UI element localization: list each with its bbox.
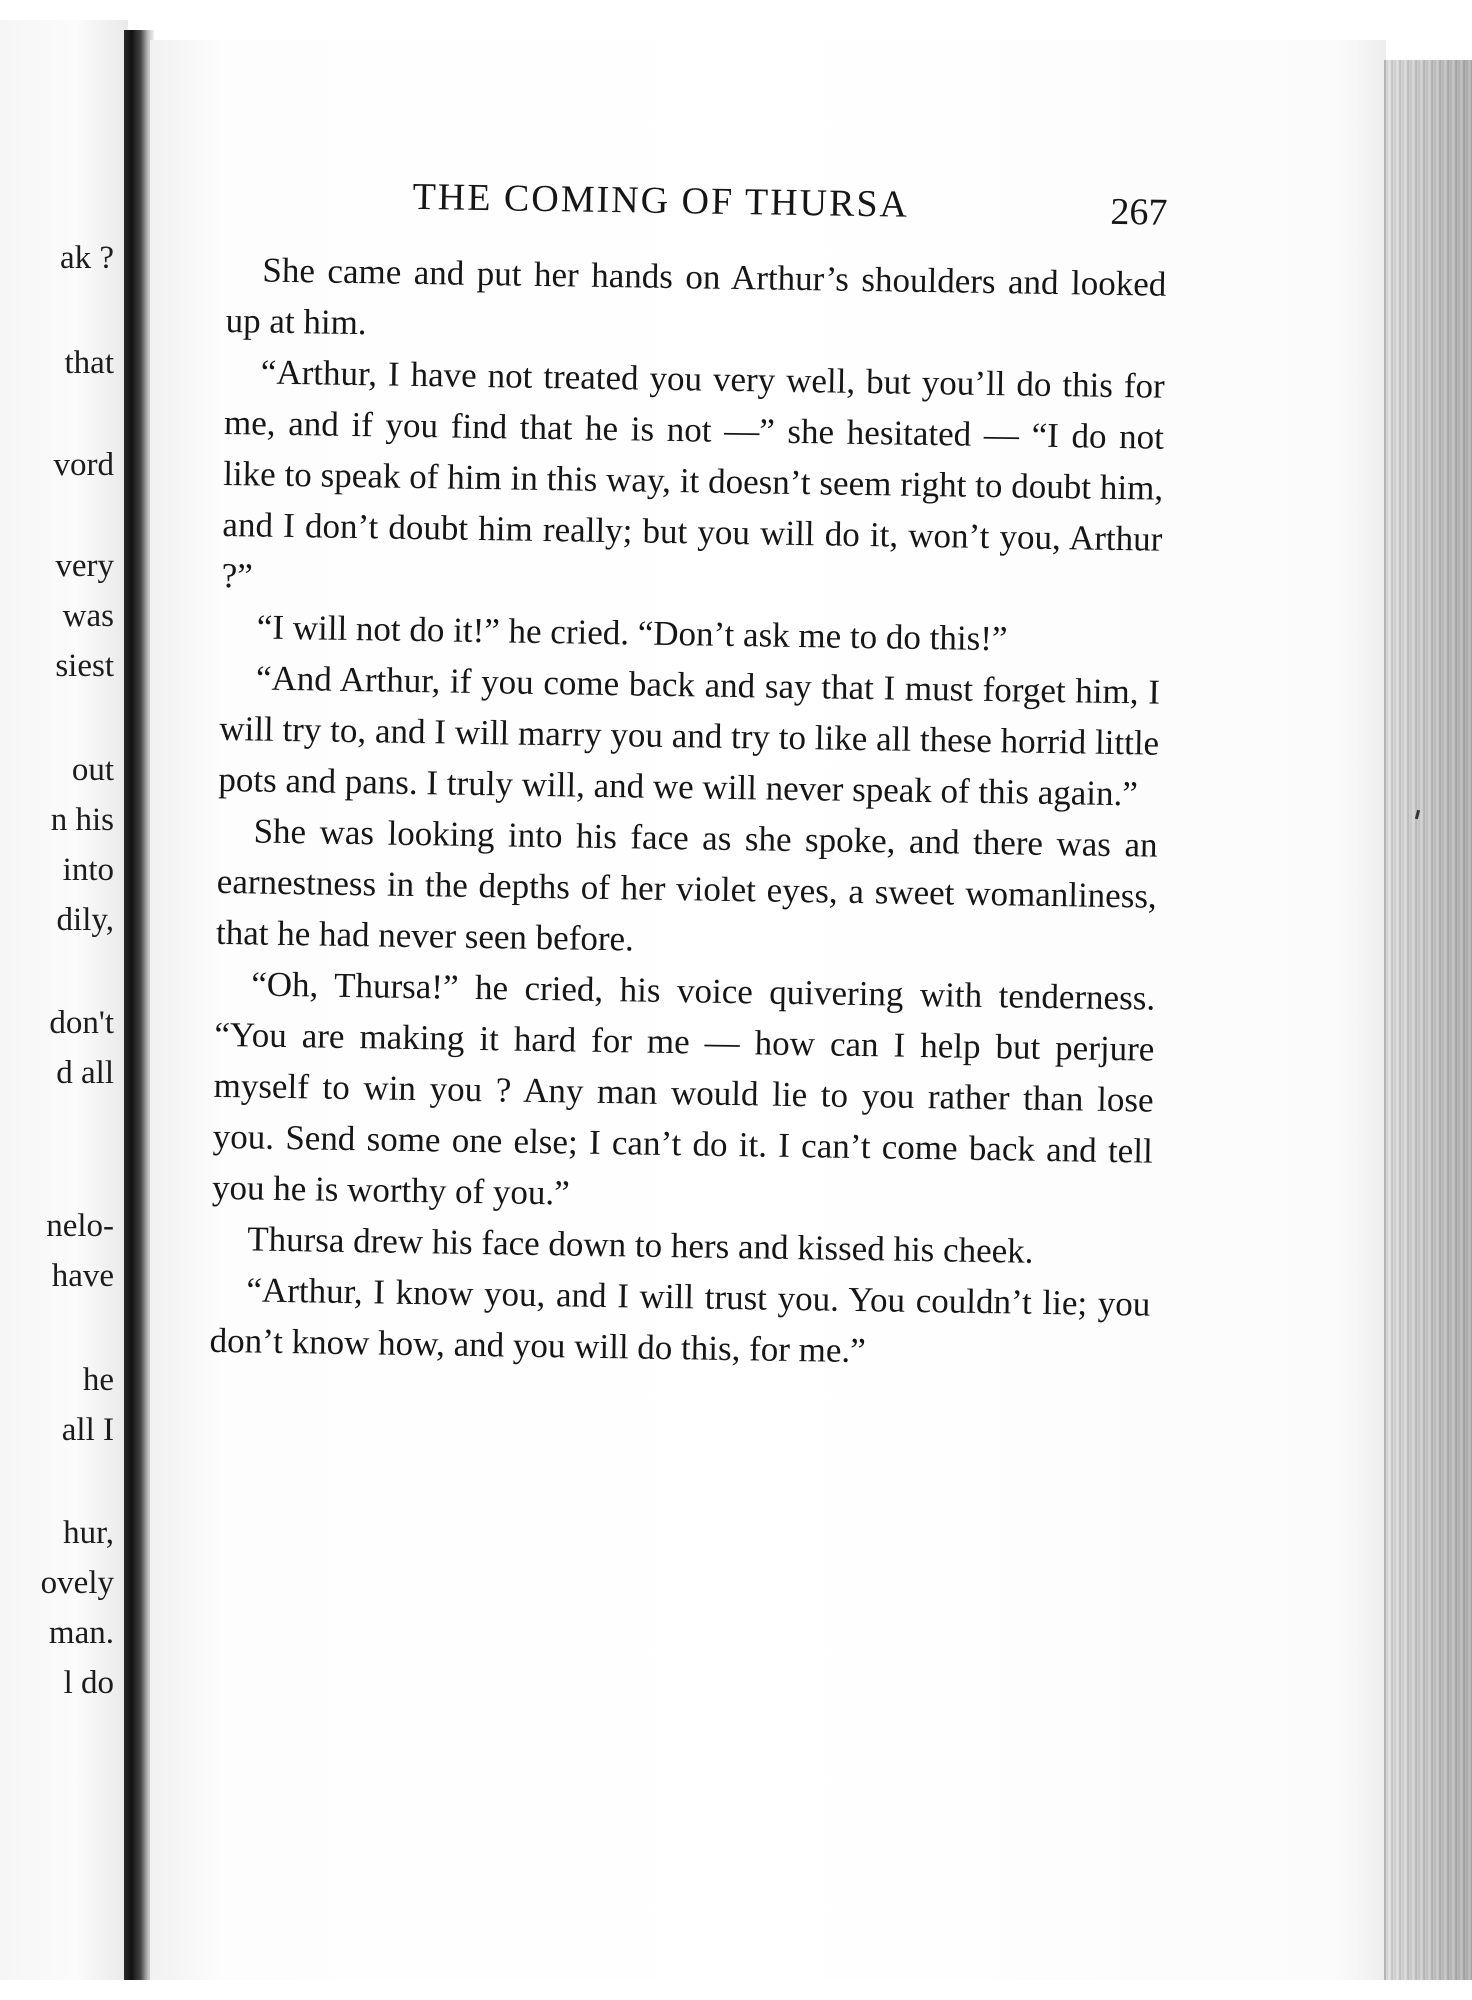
left-page-fragment: n his	[50, 802, 114, 838]
left-page-fragment: that	[64, 345, 114, 381]
paragraph: She came and put her hands on Arthur’s shoulders and looked up at him.	[225, 250, 1167, 343]
left-page-fragment: d all	[56, 1055, 114, 1091]
left-page-fragment: nelo-	[46, 1208, 114, 1244]
left-page-fragment: ovely	[40, 1565, 114, 1601]
paragraph: Thursa drew his face down to hers and kissed his cheek.	[246, 1219, 1034, 1271]
left-page-fragment: hur,	[63, 1515, 114, 1551]
paragraph: “Arthur, I have not treated you very well, but you’ll do this for me, and if you find that he is not —” she hesitated — “I do not like to speak of him in this way, it doesn’t seem right to doubt him, and I don’t doubt him really; but you will do it, won’t you, Arthur ?”	[221, 352, 1166, 596]
left-page-fragment: don't	[49, 1005, 114, 1041]
left-facing-page	[0, 20, 128, 1980]
page-number: 267	[1110, 190, 1168, 234]
left-page-fragment: very	[55, 548, 114, 584]
left-page-fragment: ak ?	[59, 240, 114, 276]
left-page-fragment: was	[62, 598, 114, 634]
paragraph: “I will not do it!” he cried. “Don’t ask me to do this!”	[256, 607, 1008, 659]
left-page-fragment: out	[71, 752, 114, 788]
left-page-fragment: vord	[53, 447, 114, 483]
running-title: THE COMING OF THURSA	[412, 175, 910, 226]
page-text-block	[209, 172, 1168, 1381]
left-page-fragment: he	[82, 1362, 114, 1398]
left-page-fragment: man.	[48, 1615, 114, 1651]
left-page-fragment: l do	[63, 1665, 114, 1701]
paragraph: “And Arthur, if you come back and say that I must forget him, I will try to, and I will marry you and try to like all these horrid little pots and pans. I truly will, and we will never speak of this again.”	[218, 658, 1161, 814]
paragraph: “Oh, Thursa!” he cried, his voice quivering with tenderness. “You are making it hard for me — how can I help but perjure myself to win you ? Any man would lie to you rather than lose you. Send some one else; I can’t do it. I can’t come back and tell you he is worthy of you.”	[211, 964, 1156, 1213]
left-page-fragment: into	[62, 852, 114, 888]
page-edge-shade	[1384, 60, 1472, 1980]
paragraph: She was looking into his face as she spoke, and there was an earnestness in the depths of her violet eyes, a sweet womanliness, that he had never seen before.	[215, 811, 1158, 959]
left-page-fragment: dily,	[56, 902, 114, 938]
left-page-fragment: siest	[55, 648, 114, 684]
left-page-fragment: have	[51, 1258, 114, 1294]
left-page-fragment: all I	[61, 1412, 114, 1448]
paragraph: “Arthur, I know you, and I will trust you. You couldn’t lie; you don’t know how, and you will do this, for me.”	[209, 1270, 1151, 1371]
